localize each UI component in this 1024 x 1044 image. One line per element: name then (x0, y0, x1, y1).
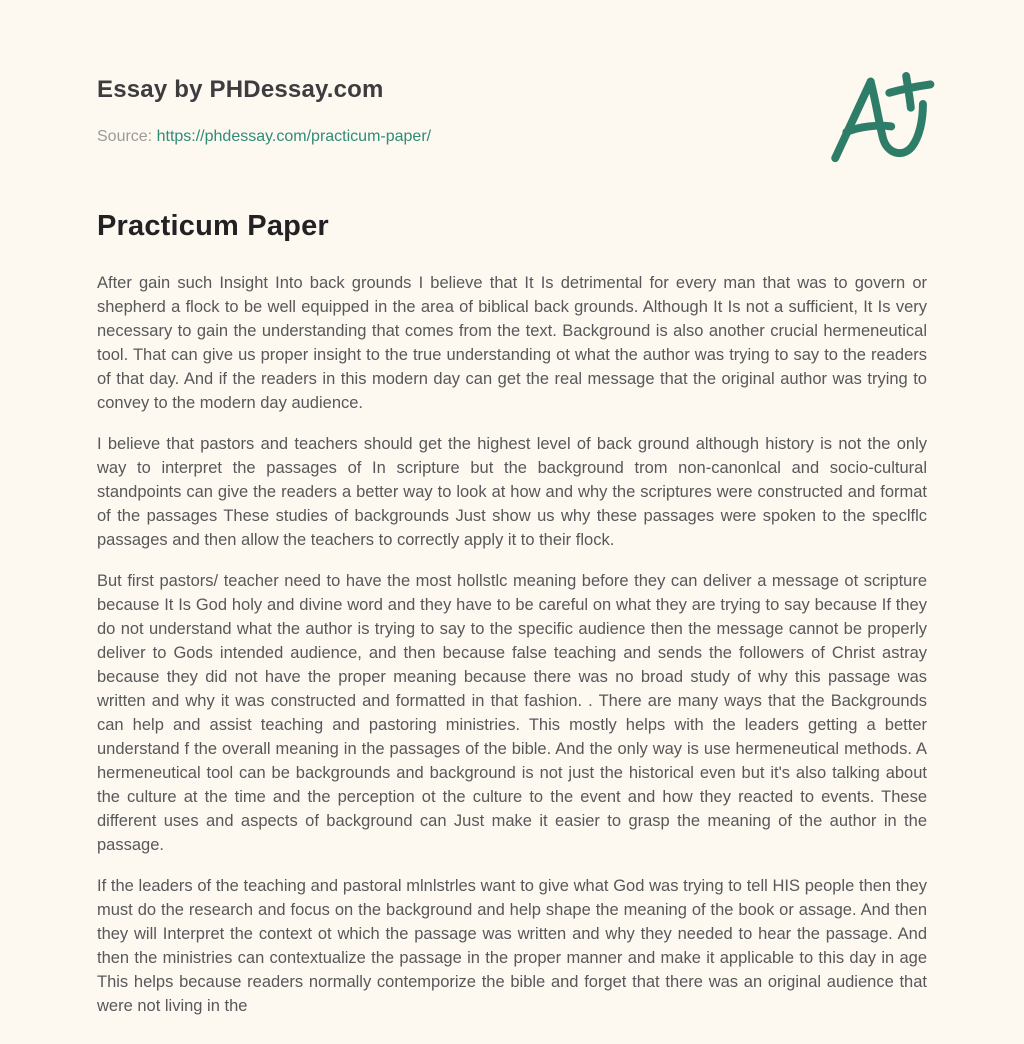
source-line (97, 128, 927, 146)
source-link[interactable]: https://phdessay.com/practicum-paper/ (156, 128, 432, 145)
source-label: Source: (97, 128, 153, 145)
essay-paragraph: But first pastors/ teacher need to have the most hollstlc meaning before they can deliver a message ot scripture because It Is God holy and divine word and they have to be careful on what they are trying to say because If they do not understand what the author is trying to say to the specific audience then the message cannot be properly deliver to Gods intended audience, and then because false teaching and sends the followers of Christ astray because they did not have the proper meaning because there was no broad study of why this passage was written and why it was constructed and formatted in that fashion. . There are many ways that the Backgrounds can help and assist teaching and pastoring ministries. This mostly helps with the leaders getting a better understand f the overall meaning in the passages of the bible. And the only way is use hermeneutical methods. A hermeneutical tool can be backgrounds and background is not just the historical even but it's also talking about the culture at the time and the perception ot the culture to the event and how they reacted to events. These different uses and aspects of background can Just make it easier to grasp the meaning of the author in the passage. (97, 572, 927, 854)
essay-paragraph: I believe that pastors and teachers should get the highest level of back ground although history is not the only way to interpret the passages of In scripture but the background trom non-canonlcal and socio-cultural standpoints can give the readers a better way to look at how and why the scriptures were constructed and format of the passages These studies of backgrounds Just show us why these passages were spoken to the speclflc passages and then allow the teachers to correctly apply it to their flock. (97, 435, 927, 549)
a-plus-logo (824, 66, 936, 170)
essay-paragraph: If the leaders of the teaching and pastoral mlnlstrles want to give what God was trying to tell HIS people then they must do the research and focus on the background and help shape the meaning of the book or assage. And then they will Interpret the context ot which the passage was written and why they needed to hear the passage. And then the ministries can contextualize the passage in the proper manner and make it applicable to this day in age This helps because readers normally contemporize the bible and forget that there was an original audience that were not living in the (97, 877, 927, 1015)
document-title: Practicum Paper (97, 210, 329, 242)
essay-paragraph: After gain such Insight Into back grounds I believe that It Is detrimental for every man that was to govern or shepherd a flock to be well equipped in the area of biblical back grounds. Although It Is not a sufficient, It Is very necessary to gain the understanding that comes from the text. Background is also another crucial hermeneutical tool. That can give us proper insight to the true understanding ot what the author was trying to say to the readers of that day. And if the readers in this modern day can get the real message that the original author was trying to convey to the modern day audience. (97, 274, 927, 412)
site-title: Essay by PHDessay.com (97, 76, 384, 103)
essay-body (97, 271, 927, 1018)
